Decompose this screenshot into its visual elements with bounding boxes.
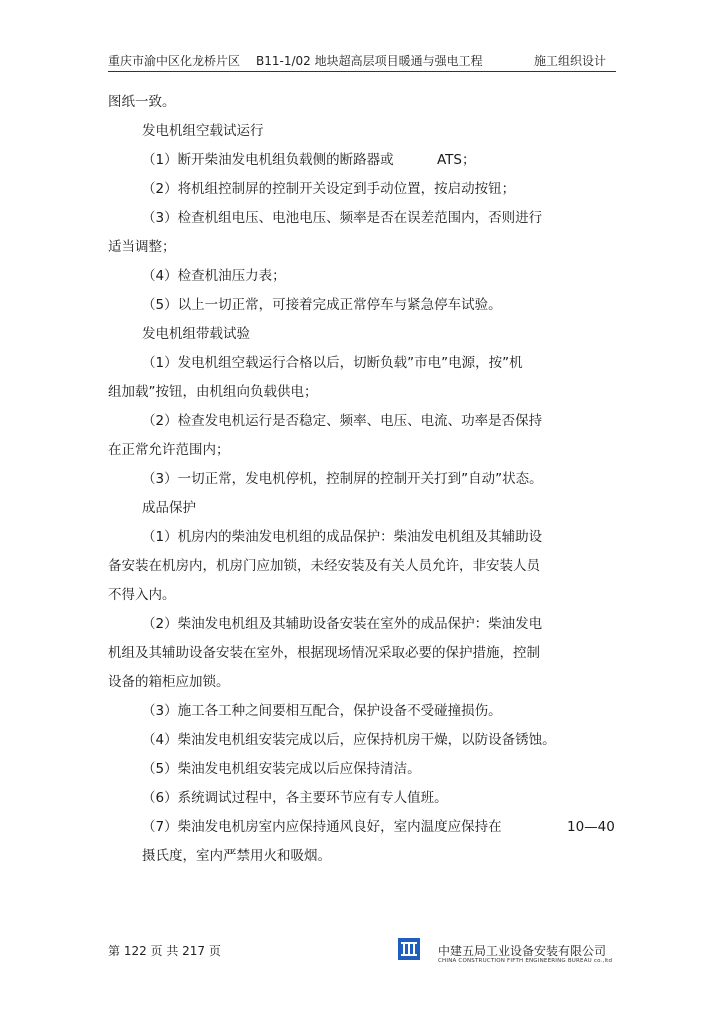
header-project: B11-1/02 地块超高层项目暖通与强电工程 bbox=[256, 54, 483, 68]
paragraph-line: （2）柴油发电机组及其辅助设备安装在室外的成品保护：柴油发电 bbox=[142, 616, 543, 632]
header-location: 重庆市渝中区化龙桥片区 bbox=[108, 54, 241, 68]
paragraph-line: （3）一切正常，发电机停机，控制屏的控制开关打到”自动”状态。 bbox=[142, 471, 543, 487]
paragraph-line: （1）机房内的柴油发电机组的成品保护：柴油发电机组及其辅助设 bbox=[142, 529, 543, 545]
paragraph-line: 组加载”按钮，由机组向负载供电； bbox=[108, 384, 318, 400]
paragraph-line: 摄氏度，室内严禁用火和吸烟。 bbox=[142, 848, 331, 864]
header-doc-type: 施工组织设计 bbox=[533, 54, 606, 68]
paragraph-line: （4）柴油发电机组安装完成以后，应保持机房干燥，以防设备锈蚀。 bbox=[142, 732, 556, 748]
section-heading-noload-test: 发电机组空载试运行 bbox=[142, 123, 264, 139]
paragraph-line: 在正常允许范围内； bbox=[108, 442, 230, 458]
paragraph-line: 机组及其辅助设备安装在室外，根据现场情况采取必要的保护措施，控制 bbox=[108, 645, 540, 661]
paragraph-line: 设备的箱柜应加锁。 bbox=[108, 674, 230, 690]
paragraph-line: 适当调整； bbox=[108, 239, 176, 255]
paragraph-line: （2）检查发电机运行是否稳定、频率、电压、电流、功率是否保持 bbox=[142, 413, 543, 429]
paragraph-line: （6）系统调试过程中，各主要环节应有专人值班。 bbox=[142, 790, 448, 806]
paragraph-line: （5）以上一切正常，可接着完成正常停车与紧急停车试验。 bbox=[142, 297, 502, 313]
section-heading-product-protection: 成品保护 bbox=[142, 500, 196, 516]
paragraph-line-tail: ATS； bbox=[437, 152, 476, 168]
company-name: 中建五局工业设备安装有限公司 bbox=[438, 944, 607, 958]
paragraph-line: 不得入内。 bbox=[108, 587, 176, 603]
paragraph-line: （1）发电机组空载运行合格以后，切断负载”市电”电源，按”机 bbox=[142, 355, 523, 371]
company-logo-icon bbox=[398, 938, 420, 960]
paragraph-line: （4）检查机油压力表； bbox=[142, 268, 286, 284]
company-name-en: CHINA CONSTRUCTION FIFTH ENGINEERING BUREAU co.,ltd bbox=[438, 958, 613, 964]
paragraph-line: 备安装在机房内，机房门应加锁，未经安装及有关人员允许，非安装人员 bbox=[108, 558, 540, 574]
paragraph-line: （2）将机组控制屏的控制开关设定到手动位置，按启动按钮； bbox=[142, 181, 516, 197]
header-divider bbox=[108, 71, 616, 72]
paragraph-line: （3）施工各工种之间要相互配合，保护设备不受碰撞损伤。 bbox=[142, 703, 502, 719]
paragraph-line: （5）柴油发电机组安装完成以后应保持清洁。 bbox=[142, 761, 421, 777]
paragraph-line: （3）检查机组电压、电池电压、频率是否在误差范围内，否则进行 bbox=[142, 210, 543, 226]
paragraph-line: （1）断开柴油发电机组负载侧的断路器或 bbox=[142, 152, 394, 168]
paragraph-line: 图纸一致。 bbox=[108, 94, 176, 110]
paragraph-line-tail: 10—40 bbox=[567, 819, 615, 835]
section-heading-load-test: 发电机组带载试验 bbox=[142, 326, 250, 342]
page-number: 第 122 页 共 217 页 bbox=[108, 944, 221, 958]
paragraph-line: （7）柴油发电机房室内应保持通风良好，室内温度应保持在 bbox=[142, 819, 502, 835]
page-header bbox=[108, 52, 616, 70]
